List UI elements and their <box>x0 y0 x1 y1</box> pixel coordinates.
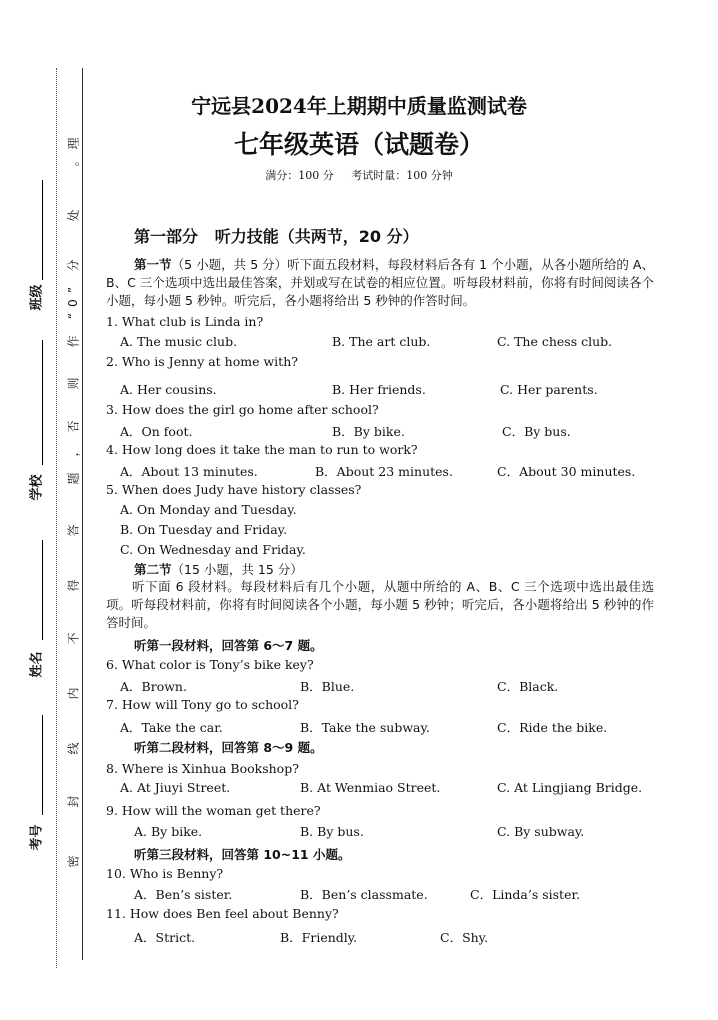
binding-dotted-line <box>56 68 57 968</box>
section1-label: 第一节 <box>134 257 172 272</box>
option-6a[interactable]: A．Brown. <box>120 679 187 694</box>
question-1: 1. What club is Linda in? <box>106 314 264 329</box>
seal-char: 线 <box>66 742 81 755</box>
option-5c[interactable]: C. On Wednesday and Friday. <box>120 542 306 557</box>
question-4: 4. How long does it take the man to run to work? <box>106 442 418 457</box>
school-blank[interactable] <box>42 340 43 465</box>
seal-char: 题 <box>66 472 81 485</box>
option-1a[interactable]: A. The music club. <box>120 334 238 349</box>
exam-meta: 满分：100 分 考试时量：100 分钟 <box>265 169 453 182</box>
seal-char: “ <box>66 312 80 320</box>
option-2b[interactable]: B. Her friends. <box>332 382 426 397</box>
seal-char: 不 <box>66 632 81 645</box>
option-9b[interactable]: B. By bus. <box>300 824 364 839</box>
exam-title: 宁远县2024年上期期中质量监测试卷 <box>191 94 527 118</box>
seal-char: 作 <box>66 335 81 348</box>
option-9c[interactable]: C. By subway. <box>497 824 585 839</box>
option-1b[interactable]: B. The art club. <box>332 334 431 349</box>
option-4b[interactable]: B．About 23 minutes. <box>315 464 453 479</box>
question-9: 9. How will the woman get there? <box>106 803 321 818</box>
section1-instructions <box>106 256 654 310</box>
option-10c[interactable]: C．Linda’s sister. <box>470 887 581 902</box>
option-9a[interactable]: A. By bike. <box>134 824 203 839</box>
option-5b[interactable]: B. On Tuesday and Friday. <box>120 522 288 537</box>
question-7: 7. How will Tony go to school? <box>106 697 299 712</box>
seal-char: 得 <box>66 579 81 592</box>
option-6b[interactable]: B．Blue. <box>300 679 355 694</box>
option-7a[interactable]: A．Take the car. <box>120 720 223 735</box>
section1-text: （5 小题，共 5 分）听下面五段材料，每段材料后各有 1 个小题，从各小题所给的 A、B、C 三个选项中选出最佳答案，并划或写在试卷的相应位置。听每段材料前，你将有时间阅读各个小题，每小题 5 秒钟。听完后，各小题将给出 5 秒钟的作答时间。 <box>106 257 654 308</box>
question-10: 10. Who is Benny? <box>106 866 224 881</box>
option-4c[interactable]: C．About 30 minutes. <box>497 464 636 479</box>
seal-char: ， <box>66 444 81 457</box>
option-7c[interactable]: C．Ride the bike. <box>497 720 608 735</box>
name-label: 姓名 <box>29 651 45 678</box>
school-label: 学校 <box>29 474 45 501</box>
seal-char: 答 <box>66 524 81 537</box>
option-7b[interactable]: B．Take the subway. <box>300 720 430 735</box>
part-heading: 第一部分 听力技能（共两节，20 分） <box>134 227 419 246</box>
seal-char: 。 <box>66 154 81 167</box>
option-2c[interactable]: C. Her parents. <box>500 382 598 397</box>
binding-solid-line <box>82 68 83 960</box>
section2-label: 第二节 <box>134 562 172 577</box>
segment-3-heading: 听第三段材料，回答第 10~11 小题。 <box>134 847 351 862</box>
seal-char: 理 <box>66 137 81 150</box>
option-11b[interactable]: B．Friendly. <box>280 930 358 945</box>
option-8a[interactable]: A. At Jiuyi Street. <box>120 780 231 795</box>
seal-char: 处 <box>66 209 81 222</box>
option-4a[interactable]: A．About 13 minutes. <box>120 464 258 479</box>
option-5a[interactable]: A. On Monday and Tuesday. <box>120 502 297 517</box>
class-label: 班级 <box>29 284 45 311</box>
exam-subtitle: 七年级英语（试题卷） <box>233 130 484 159</box>
seal-char: 否 <box>66 420 81 433</box>
section2-instructions: 听下面 6 段材料。每段材料后有几个小题，从题中所给的 A、B、C 三个选项中选出最佳选项。听每段材料前，你将有时间阅读各个小题，每小题 5 秒钟；听完后，各小题将给出 5 秒钟的作答时间。 <box>106 579 654 630</box>
segment-1-heading: 听第一段材料，回答第 6～7 题。 <box>134 638 323 653</box>
seal-char: 密 <box>66 855 81 868</box>
question-8: 8. Where is Xinhua Bookshop? <box>106 761 299 776</box>
seal-char: 封 <box>66 795 81 808</box>
segment-2-heading: 听第二段材料，回答第 8～9 题。 <box>134 740 323 755</box>
question-11: 11. How does Ben feel about Benny? <box>106 906 339 921</box>
question-6: 6. What color is Tony’s bike key? <box>106 657 314 672</box>
option-3b[interactable]: B．By bike. <box>332 424 405 439</box>
option-10a[interactable]: A．Ben’s sister. <box>134 887 233 902</box>
seal-char: 则 <box>66 377 81 390</box>
option-11c[interactable]: C．Shy. <box>440 930 489 945</box>
option-8b[interactable]: B. At Wenmiao Street. <box>300 780 441 795</box>
number-label: 考号 <box>29 824 45 851</box>
class-blank[interactable] <box>42 180 43 280</box>
section2-header <box>134 560 303 578</box>
option-3c[interactable]: C．By bus. <box>502 424 571 439</box>
question-5: 5. When does Judy have history classes? <box>106 482 362 497</box>
seal-char: 0 <box>66 299 80 307</box>
option-1c[interactable]: C. The chess club. <box>497 334 613 349</box>
seal-char: 内 <box>66 687 81 700</box>
section2-meta: （15 小题，共 15 分） <box>171 562 303 577</box>
option-2a[interactable]: A. Her cousins. <box>120 382 217 397</box>
option-8c[interactable]: C. At Lingjiang Bridge. <box>497 780 643 795</box>
question-2: 2. Who is Jenny at home with? <box>106 354 298 369</box>
option-11a[interactable]: A．Strict. <box>134 930 196 945</box>
option-10b[interactable]: B．Ben’s classmate. <box>300 887 428 902</box>
seal-char: 分 <box>66 259 81 272</box>
option-6c[interactable]: C．Black. <box>497 679 559 694</box>
seal-char: ” <box>66 286 80 294</box>
option-3a[interactable]: A．On foot. <box>120 424 193 439</box>
name-blank[interactable] <box>42 540 43 640</box>
number-blank[interactable] <box>42 715 43 815</box>
question-3: 3. How does the girl go home after school? <box>106 402 379 417</box>
